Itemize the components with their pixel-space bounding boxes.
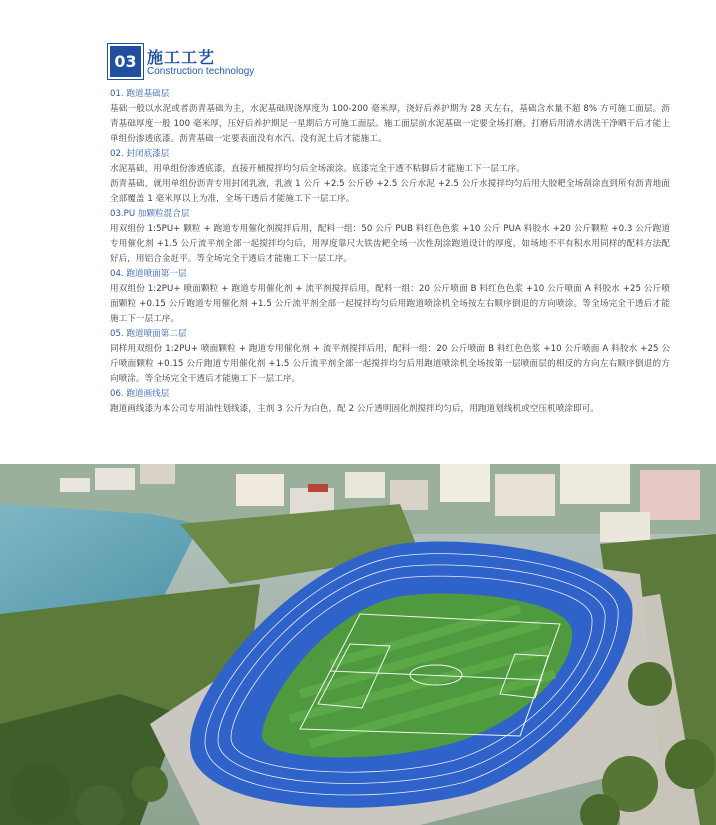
step-heading: 02. 封闭底漆层 (110, 149, 170, 159)
step-heading: 03.PU 加颗粒混合层 (110, 209, 190, 219)
step-paragraph: 沥青基础，就用单组份沥青专用封闭乳液，乳液 1 公斤 +2.5 公斤砂 +2.5 公斤水泥 +2.5 公斤水搅拌均匀后用大胶耙全场刮涂直到所有沥青地面全部覆盖 1 毫米厚以上为准，全场干透后才能施工下一层工序。 (110, 179, 670, 204)
step-heading: 05. 跑道喷面第二层 (110, 329, 187, 339)
step-heading: 01. 跑道基础层 (110, 89, 170, 99)
section-title: 施工工艺 (147, 48, 216, 67)
step-paragraph: 跑道画线漆为本公司专用油性划线漆，主剂 3 公斤为白色，配 2 公斤透明固化剂搅拌均匀后，用跑道划线机或空压机喷涂即可。 (110, 404, 599, 414)
step-heading: 06. 跑道画线层 (110, 389, 170, 399)
step-paragraph: 同样用双组份 1:2PU+ 喷面颗粒 + 跑道专用催化剂 + 流平剂搅拌后用，配料一组：20 公斤喷面 B 料红色色浆 +10 公斤喷面 A 料胶水 +25 公斤喷面颗粒 +0.15 公斤跑道专用催化剂 +1.5 公斤流平剂全部一起搅拌均匀后用跑道喷涂机全场按第一层喷面层的相反的方向左右顺序倒退的方向喷涂。等全场完全干透后才能施工下一层工序。 (110, 344, 670, 384)
section-number-badge: 03 (110, 46, 141, 77)
step-paragraph: 基础一般以水泥或者沥青基础为主，水泥基础现浇厚度为 100-200 毫米厚，浇好后养护期为 28 天左右，基础含水量不超 8% 方可施工面层。沥青基础厚度一般 100 毫米厚，压好后养护期足一星期后方可施工面层。施工面层前水泥基础一定要全场打磨。打磨后用清水清洗干净晒干后才能上单组份渗透底漆。沥青基础一定要表面没有水汽、没有泥土后才能施工。 (110, 104, 670, 144)
aerial-stadium-photo (0, 464, 716, 825)
step-paragraph: 用双组份 1:5PU+ 颗粒 + 跑道专用催化剂搅拌后用，配料一组：50 公斤 PUB 料红色色浆 +10 公斤 PUA 料胶水 +20 公斤颗粒 +0.3 公斤跑道专用催化剂 +1.5 公斤流平剂全部一起搅拌均匀后，用厚度靠尺大铁齿耙全场一次性刮涂跑道设计的厚度，如场地不平有积水用同样的配料方法配好后，用铝合金赶平。等全场完全干透后才能施工下一层工序。 (110, 224, 670, 264)
step-paragraph: 水泥基础，用单组份渗透底漆，直接开桶搅拌均匀后全场滚涂。底漆完全干透不粘脚后才能施工下一层工序。 (110, 164, 525, 174)
section-header (110, 44, 510, 80)
construction-steps (110, 87, 670, 417)
section-subtitle: Construction technology (147, 66, 255, 77)
step-paragraph: 用双组份 1:2PU+ 喷面颗粒 + 跑道专用催化剂 + 流平剂搅拌后用，配料一组：20 公斤喷面 B 料红色色浆 +10 公斤喷面 A 料胶水 +25 公斤喷面颗粒 +0.15 公斤跑道专用催化剂 +1.5 公斤流平剂全部一起搅拌均匀后用跑道喷涂机全场按左右顺序倒退的方向喷涂。等全场完全干透后才能施工下一层工序。 (110, 284, 670, 324)
step-heading: 04. 跑道喷面第一层 (110, 269, 187, 279)
